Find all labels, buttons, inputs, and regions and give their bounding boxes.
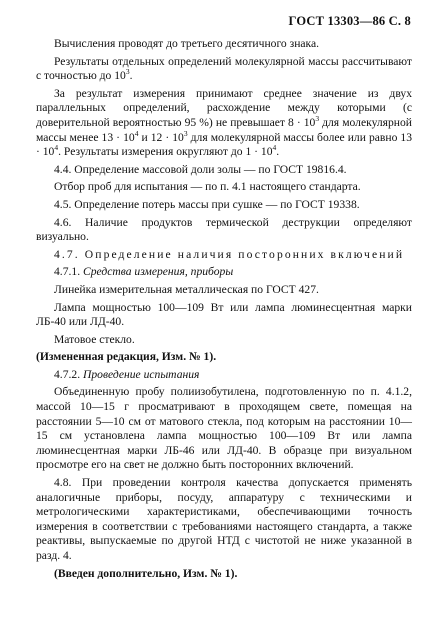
paragraph-4-5: 4.5. Определение потерь массы при сушке — по ГОСТ 19338.	[54, 197, 360, 211]
subheading-instruments: Средства измерения, приборы	[82, 265, 234, 279]
paragraph-measurement-result: За результат измерения принимают среднее значение из двух параллельных определений, расхождение между которыми (с доверительной вероятностью 95 %) не превышает $8 \cdot 10^3$ для молекулярной массы менее $13 \cdot 10^4$ и $12 \cdot 10^3$ для молекулярной массы более или равно $13 \cdot 10^4$. Результаты измерения округляют до $1 \cdot 10^4$.	[36, 86, 413, 159]
page-header: ГОСТ 13303—86 С. 8	[288, 14, 411, 28]
paragraph-sampling: Отбор проб для испытания — по п. 4.1 настоящего стандарта.	[54, 180, 361, 194]
paragraph-matte-glass: Матовое стекло.	[54, 332, 135, 346]
paragraph-4-6: 4.6. Наличие продуктов термической деструкции определяют визуально.	[36, 215, 412, 244]
paragraph-4-7-2: 4.7.2. Проведение испытания	[54, 367, 200, 381]
paragraph-4-7-1: 4.7.1. Средства измерения, приборы	[54, 265, 234, 279]
paragraph-4-8: 4.8. При проведении контроля качества допускается применять аналогичные приборы, посуду, аппаратуру с техническими и метрологическими характеристиками, обеспечивающими точность измерения в соответствии с требованиями настоящего стандарта, а также реактивы, выпускаемые по другой НТД с чистотой не ниже указанной в разд. 4.	[36, 476, 412, 562]
paragraph-lamp: Лампа мощностью 100—109 Вт или лампа люминесцентная марки ЛБ-40 или ЛД-40.	[36, 300, 412, 329]
note-added: (Введен дополнительно, Изм. № 1).	[54, 566, 238, 580]
paragraph-precision: Вычисления проводят до третьего десятичного знака.	[54, 37, 320, 50]
note-amended: (Измененная редакция, Изм. № 1).	[36, 350, 217, 364]
paragraph-ruler: Линейка измерительная металлическая по ГОСТ 427.	[54, 282, 319, 296]
paragraph-test-procedure: Объединенную пробу полиизобутилена, подготовленную по п. 4.1.2, массой 10—15 г просматривают в проходящем свете, помещая на расстоянии 5—10 см от матового стекла, под которым на расстоянии 10—15 см установлена лампа мощностью 100—109 Вт или лампа люминесцентная марки ЛБ-46 или ЛД-40. В образце при визуальном просмотре его на свет не должно быть посторонних включений.	[36, 385, 412, 472]
heading-4-7: 4.7. Определение наличия посторонних включений	[54, 247, 405, 261]
paragraph-4-4: 4.4. Определение массовой доли золы — по ГОСТ 19816.4.	[54, 162, 347, 176]
subheading-test-procedure: Проведение испытания	[82, 367, 200, 381]
paragraph-result-precision: Результаты отдельных определений молекулярной массы рассчитывают с точностью до $10^3$.	[36, 54, 412, 83]
document-body	[36, 37, 412, 584]
